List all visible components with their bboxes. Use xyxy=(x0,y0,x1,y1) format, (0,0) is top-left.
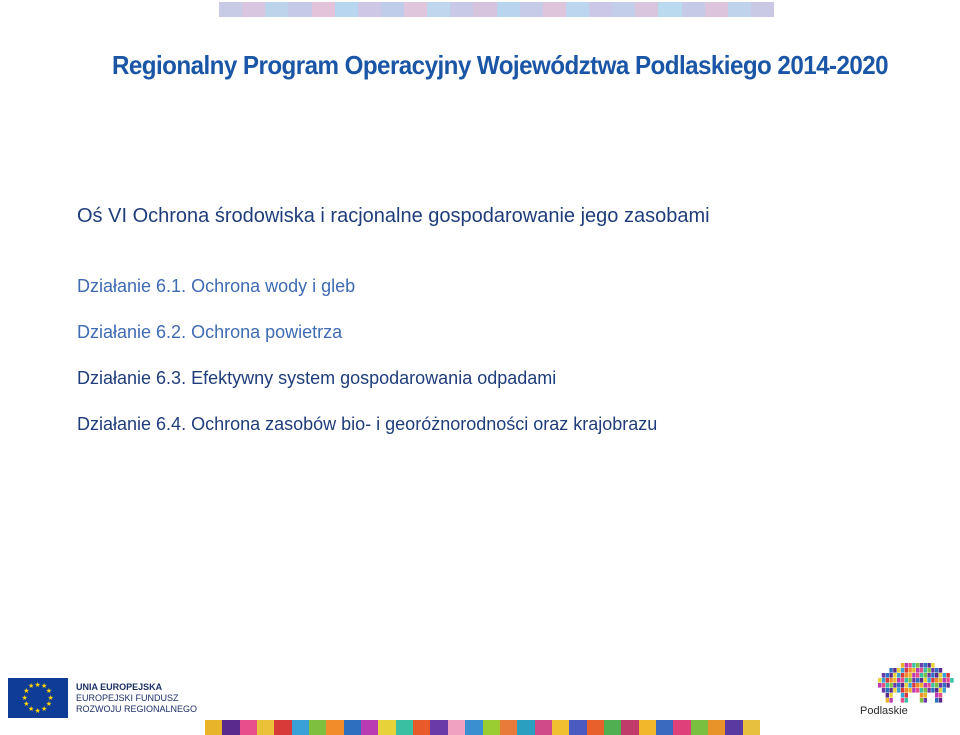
eu-star-icon: ★ xyxy=(34,681,41,689)
action-item-6-1: Działanie 6.1. Ochrona wody i gleb xyxy=(77,276,356,296)
eu-line-1: UNIA EUROPEJSKA xyxy=(76,681,163,692)
strip-segment xyxy=(520,2,543,17)
strip-segment xyxy=(552,720,569,735)
strip-segment xyxy=(682,2,705,17)
strip-segment xyxy=(639,720,656,735)
bison-mosaic-icon xyxy=(878,663,954,703)
strip-segment xyxy=(242,2,265,17)
action-list xyxy=(77,276,657,460)
strip-segment xyxy=(358,2,381,17)
mosaic-tile xyxy=(905,673,908,678)
mosaic-tile xyxy=(916,663,919,668)
mosaic-tile xyxy=(935,698,938,703)
mosaic-tile xyxy=(924,683,927,688)
strip-segment xyxy=(309,720,326,735)
strip-segment xyxy=(500,720,517,735)
mosaic-tile xyxy=(893,678,896,683)
eu-star-icon: ★ xyxy=(23,701,30,708)
mosaic-tile xyxy=(889,698,892,703)
strip-segment xyxy=(450,2,473,17)
strip-segment xyxy=(535,720,552,735)
strip-segment xyxy=(427,2,450,17)
eu-star-icon: ★ xyxy=(41,705,48,713)
mosaic-tile xyxy=(905,688,908,693)
mosaic-tile xyxy=(886,688,889,693)
mosaic-tile xyxy=(882,688,885,693)
mosaic-tile xyxy=(882,678,885,683)
mosaic-tile xyxy=(912,683,915,688)
mosaic-tile xyxy=(920,688,923,693)
eu-star-icon: ★ xyxy=(34,707,41,715)
mosaic-tile xyxy=(897,688,900,693)
mosaic-tile xyxy=(905,698,908,703)
strip-segment xyxy=(361,720,378,735)
mosaic-tile xyxy=(905,678,908,683)
mosaic-tile xyxy=(916,673,919,678)
mosaic-tile xyxy=(889,668,892,673)
mosaic-tile xyxy=(931,683,934,688)
mosaic-tile xyxy=(901,673,904,678)
program-title: Regionalny Program Operacyjny Województwa Podlaskiego 2014-2020 xyxy=(112,50,889,80)
eu-line-2: EUROPEJSKI FUNDUSZ xyxy=(76,692,179,703)
strip-segment xyxy=(483,720,500,735)
mosaic-tile xyxy=(931,663,934,668)
mosaic-tile xyxy=(897,668,900,673)
mosaic-tile xyxy=(908,668,911,673)
strip-segment xyxy=(566,2,589,17)
region-label: Podlaskie xyxy=(860,705,908,717)
mosaic-tile xyxy=(920,668,923,673)
mosaic-tile xyxy=(927,668,930,673)
mosaic-tile xyxy=(939,673,942,678)
strip-segment xyxy=(240,720,257,735)
strip-segment xyxy=(219,2,242,17)
strip-segment xyxy=(517,720,534,735)
mosaic-tile xyxy=(905,683,908,688)
action-item-6-2: Działanie 6.2. Ochrona powietrza xyxy=(77,322,343,342)
mosaic-tile xyxy=(886,673,889,678)
mosaic-tile xyxy=(912,673,915,678)
mosaic-tile xyxy=(927,678,930,683)
mosaic-tile xyxy=(935,688,938,693)
mosaic-tile xyxy=(924,663,927,668)
eu-star-icon: ★ xyxy=(41,683,48,691)
mosaic-tile xyxy=(920,678,923,683)
strip-segment xyxy=(430,720,447,735)
mosaic-tile xyxy=(901,693,904,698)
mosaic-tile xyxy=(950,678,953,683)
strip-segment xyxy=(326,720,343,735)
header-color-strip xyxy=(219,2,774,17)
mosaic-tile xyxy=(935,678,938,683)
mosaic-tile xyxy=(893,668,896,673)
mosaic-tile xyxy=(889,673,892,678)
mosaic-tile xyxy=(908,673,911,678)
mosaic-tile xyxy=(946,678,949,683)
mosaic-tile xyxy=(924,678,927,683)
mosaic-tile xyxy=(946,673,949,678)
mosaic-tile xyxy=(924,673,927,678)
mosaic-tile xyxy=(882,683,885,688)
mosaic-tile xyxy=(897,673,900,678)
mosaic-tile xyxy=(920,698,923,703)
strip-segment xyxy=(673,720,690,735)
mosaic-tile xyxy=(943,678,946,683)
mosaic-tile xyxy=(943,683,946,688)
mosaic-tile xyxy=(878,678,881,683)
mosaic-tile xyxy=(878,683,881,688)
strip-segment xyxy=(658,2,681,17)
mosaic-tile xyxy=(924,668,927,673)
mosaic-tile xyxy=(920,693,923,698)
mosaic-tile xyxy=(935,693,938,698)
mosaic-tile xyxy=(931,678,934,683)
strip-segment xyxy=(265,2,288,17)
mosaic-tile xyxy=(927,673,930,678)
footer-color-strip xyxy=(205,720,760,735)
mosaic-tile xyxy=(920,683,923,688)
mosaic-tile xyxy=(920,673,923,678)
strip-segment xyxy=(621,720,638,735)
eu-star-icon: ★ xyxy=(23,688,30,695)
strip-segment xyxy=(257,720,274,735)
eu-line-3: ROZWOJU REGIONALNEGO xyxy=(76,703,198,714)
mosaic-tile xyxy=(912,668,915,673)
mosaic-tile xyxy=(931,673,934,678)
strip-segment xyxy=(404,2,427,17)
action-item-6-4: Działanie 6.4. Ochrona zasobów bio- i georóżnorodności oraz krajobrazu xyxy=(77,414,658,434)
eu-star-icon: ★ xyxy=(28,705,35,713)
strip-segment xyxy=(751,2,774,17)
mosaic-tile xyxy=(946,683,949,688)
strip-segment xyxy=(222,720,239,735)
strip-segment xyxy=(708,720,725,735)
strip-segment xyxy=(656,720,673,735)
strip-segment xyxy=(587,720,604,735)
mosaic-tile xyxy=(939,688,942,693)
mosaic-tile xyxy=(943,673,946,678)
strip-segment xyxy=(448,720,465,735)
mosaic-tile xyxy=(912,678,915,683)
mosaic-tile xyxy=(927,688,930,693)
mosaic-tile xyxy=(893,673,896,678)
strip-segment xyxy=(691,720,708,735)
mosaic-tile xyxy=(905,668,908,673)
mosaic-tile xyxy=(927,683,930,688)
mosaic-tile xyxy=(886,683,889,688)
strip-segment xyxy=(604,720,621,735)
mosaic-tile xyxy=(905,693,908,698)
mosaic-tile xyxy=(916,678,919,683)
mosaic-tile xyxy=(931,688,934,693)
mosaic-tile xyxy=(939,683,942,688)
mosaic-tile xyxy=(916,688,919,693)
eu-logo xyxy=(8,678,197,718)
strip-segment xyxy=(381,2,404,17)
strip-segment xyxy=(274,720,291,735)
mosaic-tile xyxy=(912,663,915,668)
eu-star-icon: ★ xyxy=(47,694,54,702)
mosaic-tile xyxy=(889,693,892,698)
mosaic-tile xyxy=(939,678,942,683)
mosaic-tile xyxy=(931,668,934,673)
strip-segment xyxy=(413,720,430,735)
mosaic-tile xyxy=(905,663,908,668)
mosaic-tile xyxy=(939,698,942,703)
mosaic-tile xyxy=(886,698,889,703)
mosaic-tile xyxy=(924,693,927,698)
eu-flag-icon xyxy=(8,678,68,718)
strip-segment xyxy=(335,2,358,17)
strip-segment xyxy=(465,720,482,735)
eu-star-icon: ★ xyxy=(21,694,28,702)
strip-segment xyxy=(396,720,413,735)
mosaic-tile xyxy=(889,678,892,683)
mosaic-tile xyxy=(939,693,942,698)
mosaic-tile xyxy=(889,683,892,688)
strip-segment xyxy=(743,720,760,735)
eu-star-icon: ★ xyxy=(45,701,53,708)
mosaic-tile xyxy=(901,663,904,668)
strip-segment xyxy=(378,720,395,735)
mosaic-tile xyxy=(889,688,892,693)
strip-segment xyxy=(589,2,612,17)
eu-star-icon: ★ xyxy=(28,683,35,691)
mosaic-tile xyxy=(939,668,942,673)
mosaic-tile xyxy=(901,698,904,703)
mosaic-tile xyxy=(882,673,885,678)
strip-segment xyxy=(569,720,586,735)
strip-segment xyxy=(725,720,742,735)
action-item-6-3: Działanie 6.3. Efektywny system gospodarowania odpadami xyxy=(77,368,557,388)
mosaic-tile xyxy=(908,683,911,688)
strip-segment xyxy=(473,2,496,17)
mosaic-tile xyxy=(886,693,889,698)
eu-star-icon: ★ xyxy=(45,688,53,695)
mosaic-tile xyxy=(943,688,946,693)
mosaic-tile xyxy=(901,678,904,683)
mosaic-tile xyxy=(886,678,889,683)
strip-segment xyxy=(312,2,335,17)
podlaskie-logo xyxy=(860,663,955,718)
mosaic-tile xyxy=(924,688,927,693)
mosaic-tile xyxy=(901,688,904,693)
mosaic-tile xyxy=(916,683,919,688)
mosaic-tile xyxy=(920,663,923,668)
mosaic-tile xyxy=(901,683,904,688)
eu-logo-text xyxy=(76,682,197,715)
mosaic-tile xyxy=(901,668,904,673)
mosaic-tile xyxy=(908,688,911,693)
strip-segment xyxy=(344,720,361,735)
strip-segment xyxy=(612,2,635,17)
mosaic-tile xyxy=(924,698,927,703)
mosaic-tile xyxy=(935,683,938,688)
mosaic-tile xyxy=(897,683,900,688)
strip-segment xyxy=(705,2,728,17)
axis-title: Oś VI Ochrona środowiska i racjonalne gospodarowanie jego zasobami xyxy=(77,205,710,227)
mosaic-tile xyxy=(897,678,900,683)
strip-segment xyxy=(635,2,658,17)
strip-segment xyxy=(205,720,222,735)
mosaic-tile xyxy=(893,683,896,688)
mosaic-tile xyxy=(912,688,915,693)
mosaic-tile xyxy=(893,688,896,693)
mosaic-tile xyxy=(908,678,911,683)
strip-segment xyxy=(288,2,311,17)
mosaic-tile xyxy=(908,663,911,668)
strip-segment xyxy=(543,2,566,17)
strip-segment xyxy=(497,2,520,17)
mosaic-tile xyxy=(935,673,938,678)
mosaic-tile xyxy=(927,663,930,668)
mosaic-tile xyxy=(916,668,919,673)
mosaic-tile xyxy=(935,668,938,673)
strip-segment xyxy=(292,720,309,735)
strip-segment xyxy=(728,2,751,17)
